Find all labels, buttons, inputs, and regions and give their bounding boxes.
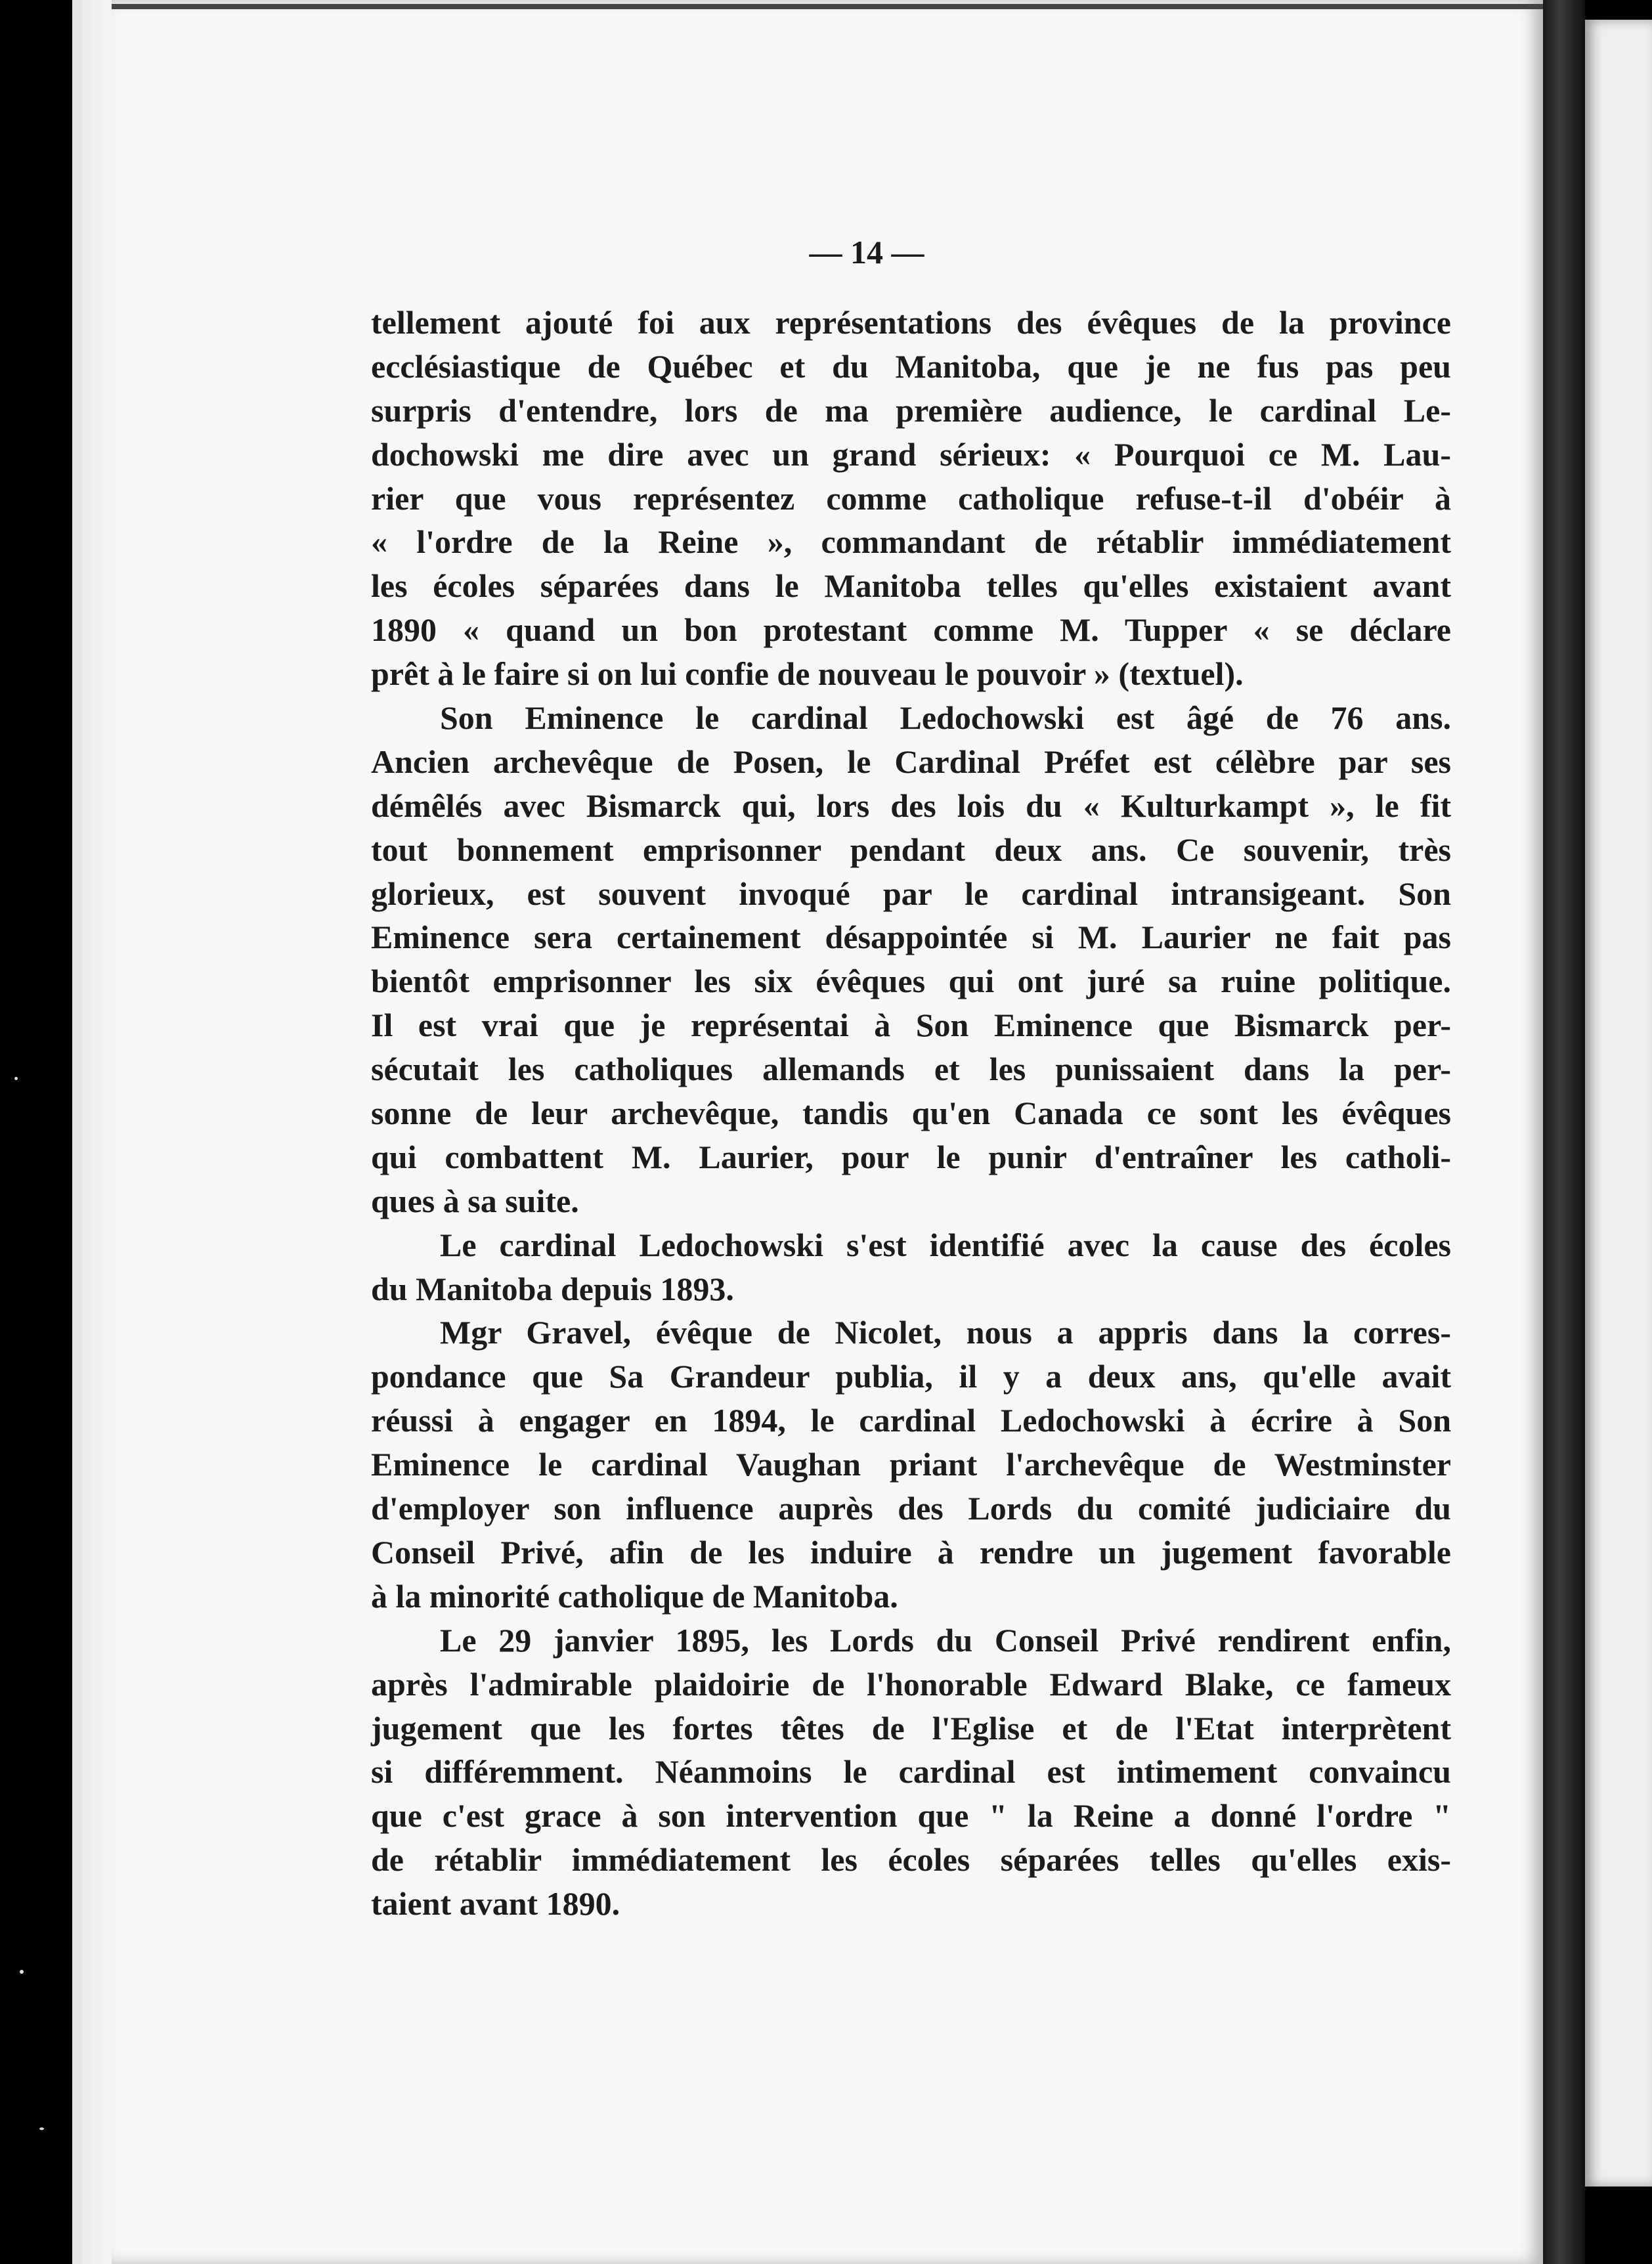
- text-line: Ancien archevêque de Posen, le Cardinal Préfet est célèbre par ses: [371, 743, 1451, 780]
- text-line: ecclésiastique de Québec et du Manitoba, que je ne fus pas peu: [371, 347, 1451, 385]
- text-line: si différemment. Néanmoins le cardinal est intimement convaincu: [371, 1753, 1451, 1791]
- text-line: tout bonnement emprisonner pendant deux ans. Ce souvenir, très: [371, 831, 1451, 868]
- text-line: ques à sa suite.: [371, 1182, 579, 1219]
- text-line: surpris d'entendre, lors de ma première audience, le cardinal Le-: [371, 391, 1451, 429]
- text-line: après l'admirable plaidoirie de l'honorable Edward Blake, ce fameux: [371, 1665, 1451, 1703]
- dust-speck: [14, 1077, 18, 1080]
- text-line: Eminence le cardinal Vaughan priant l'archevêque de Westminster: [371, 1446, 1451, 1483]
- text-line: prêt à le faire si on lui confie de nouveau le pouvoir » (textuel).: [371, 655, 1244, 693]
- facing-page-edge: [1585, 20, 1652, 2187]
- text-line: 1890 « quand un bon protestant comme M. Tupper « se déclare: [371, 611, 1451, 649]
- text-line: dochowski me dire avec un grand sérieux: « Pourquoi ce M. Lau-: [371, 435, 1451, 473]
- text-line: Le 29 janvier 1895, les Lords du Conseil Privé rendirent enfin,: [440, 1621, 1451, 1659]
- text-line: de rétablir immédiatement les écoles séparées telles qu'elles exis-: [371, 1841, 1451, 1879]
- text-line: démêlés avec Bismarck qui, lors des lois du « Kulturkampt », le fit: [371, 787, 1451, 824]
- text-line: Conseil Privé, afin de les induire à rendre un jugement favorable: [371, 1533, 1451, 1571]
- dust-speck: [20, 1970, 24, 1974]
- text-line: « l'ordre de la Reine », commandant de rétablir immédiatement: [371, 523, 1451, 561]
- text-line: réussi à engager en 1894, le cardinal Ledochowski à écrire à Son: [371, 1402, 1451, 1439]
- text-line: Le cardinal Ledochowski s'est identifié avec la cause des écoles: [440, 1226, 1451, 1263]
- body-text: [371, 301, 1451, 1926]
- text-line: Il est vrai que je représentai à Son Eminence que Bismarck per-: [371, 1007, 1451, 1044]
- text-line: taient avant 1890.: [371, 1885, 620, 1923]
- dust-speck: [39, 2127, 44, 2130]
- text-line: les écoles séparées dans le Manitoba telles qu'elles existaient avant: [371, 567, 1451, 605]
- text-line: Eminence sera certainement désappointée si M. Laurier ne fait pas: [371, 919, 1451, 956]
- text-line: que c'est grace à son intervention que " la Reine a donné l'ordre ": [371, 1797, 1451, 1835]
- text-line: bientôt emprisonner les six évêques qui ont juré sa ruine politique.: [371, 963, 1451, 1000]
- text-line: pondance que Sa Grandeur publia, il y a deux ans, qu'elle avait: [371, 1358, 1451, 1395]
- text-line: tellement ajouté foi aux représentations des évêques de la province: [371, 304, 1451, 341]
- page-number: — 14 —: [809, 234, 924, 271]
- text-line: glorieux, est souvent invoqué par le cardinal intransigeant. Son: [371, 875, 1451, 912]
- text-line: Son Eminence le cardinal Ledochowski est âgé de 76 ans.: [440, 699, 1451, 737]
- text-line: du Manitoba depuis 1893.: [371, 1270, 734, 1307]
- text-line: rier que vous représentez comme catholique refuse-t-il d'obéir à: [371, 479, 1451, 517]
- text-line: sonne de leur archevêque, tandis qu'en Canada ce sont les évêques: [371, 1095, 1451, 1132]
- text-line: qui combattent M. Laurier, pour le punir d'entraîner les catholi-: [371, 1138, 1451, 1175]
- book-spine: [1543, 0, 1585, 2264]
- text-line: sécutait les catholiques allemands et les punissaient dans la per-: [371, 1051, 1451, 1088]
- text-line: à la minorité catholique de Manitoba.: [371, 1577, 898, 1615]
- text-line: Mgr Gravel, évêque de Nicolet, nous a appris dans la corres-: [440, 1314, 1451, 1351]
- page-top-edge: [112, 4, 1543, 9]
- text-line: d'employer son influence auprès des Lords du comité judiciaire du: [371, 1490, 1451, 1527]
- text-line: jugement que les fortes têtes de l'Eglise et de l'Etat interprètent: [371, 1709, 1451, 1747]
